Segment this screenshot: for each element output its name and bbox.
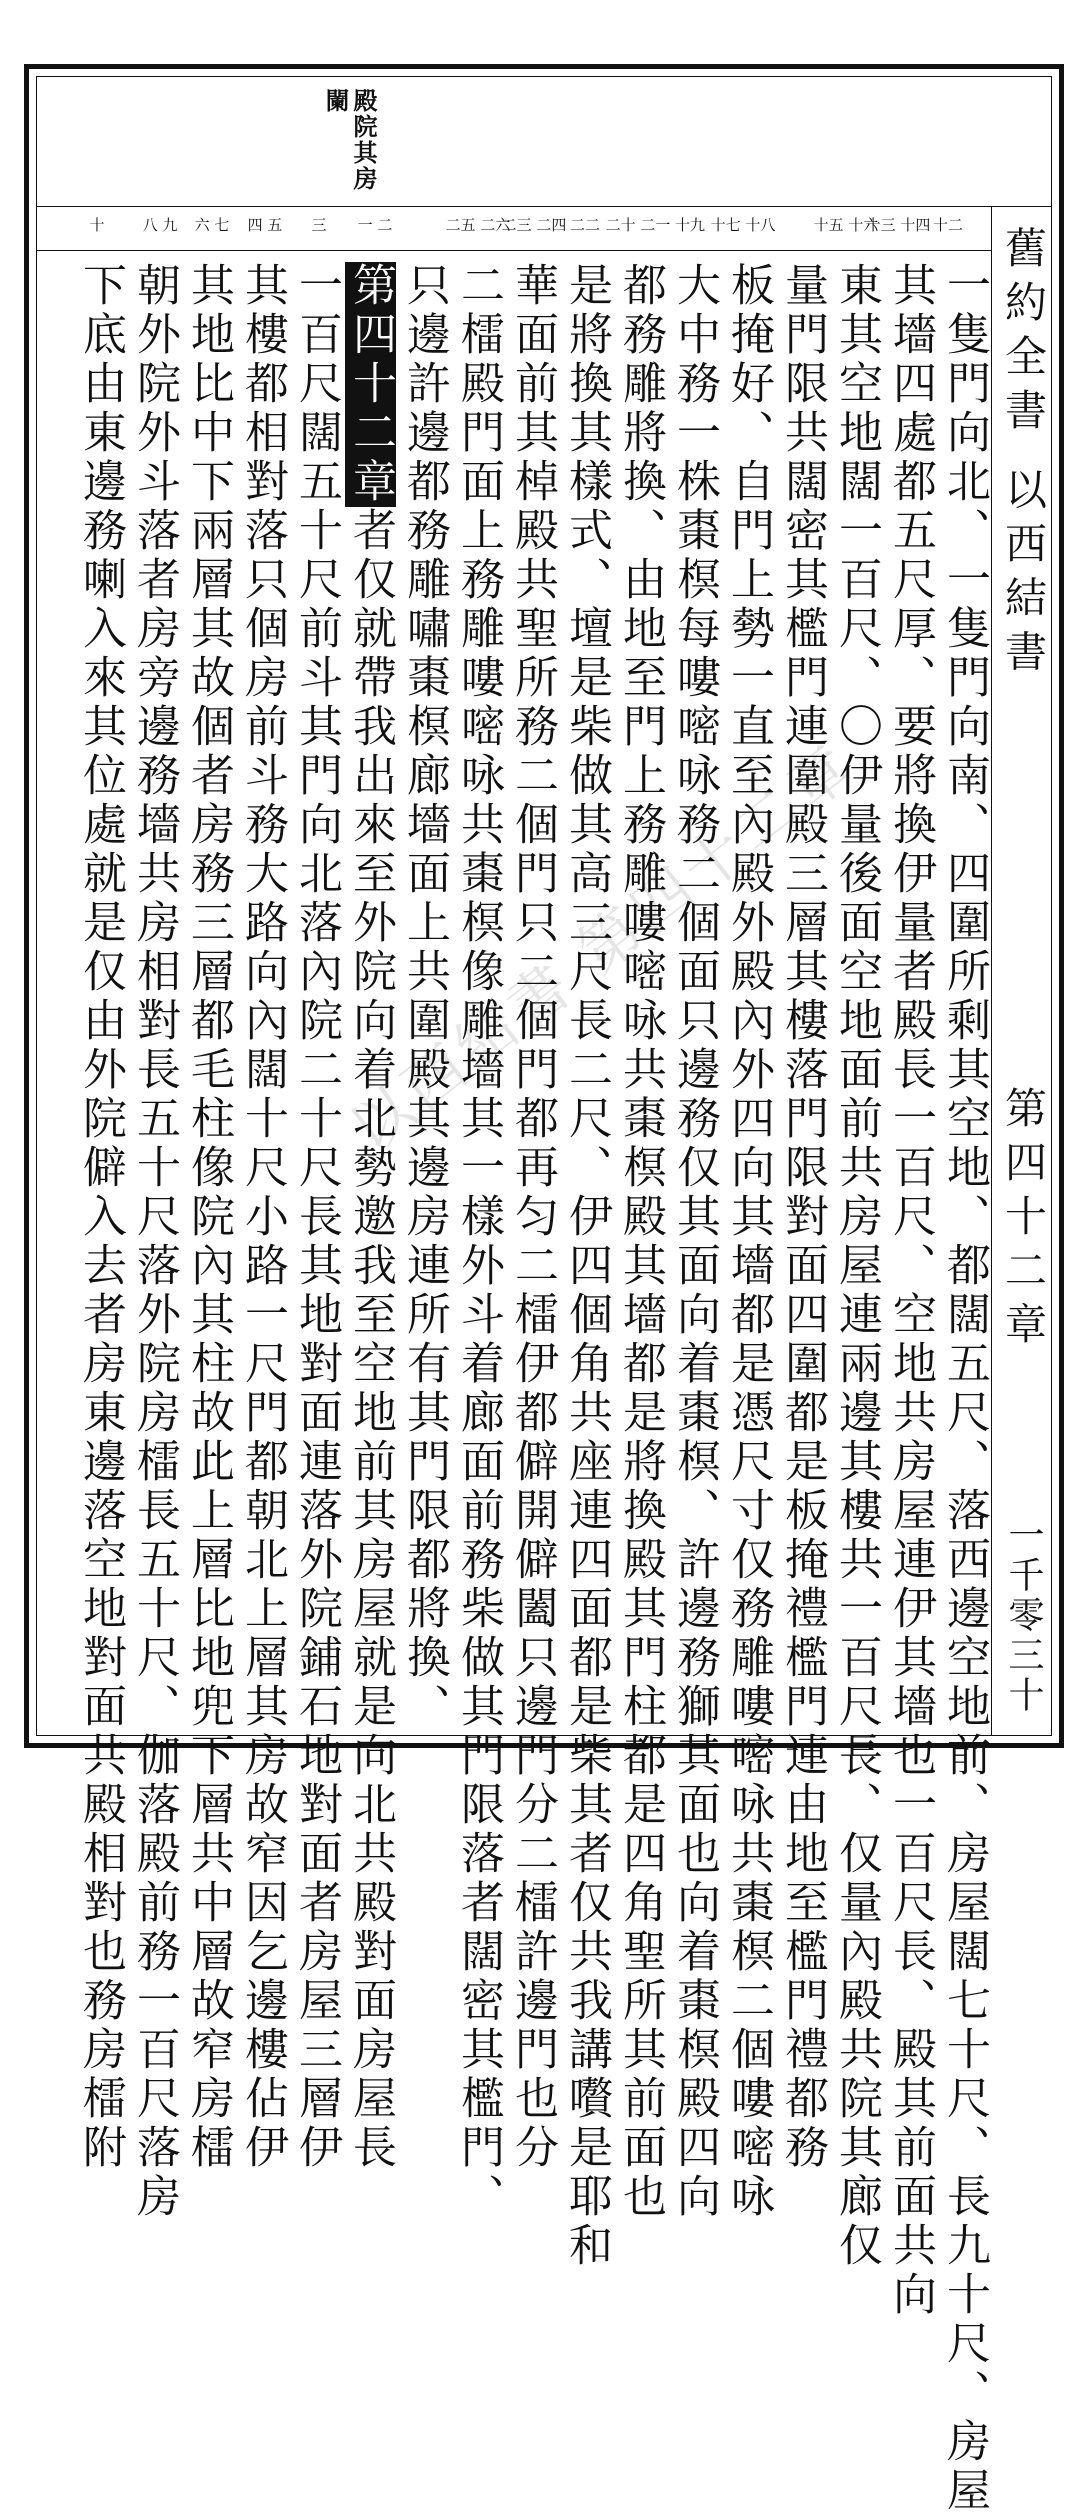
number-label: 八 九: [142, 216, 178, 234]
number-label: 三: [311, 216, 327, 234]
number-label: 十七 十八: [710, 216, 776, 234]
text-column: 華面前其棹殿共聖所務二個門只二個門都再匀二檑伊都僻開僻闔只邊門分二檑許邊門也分: [507, 262, 558, 2173]
number-label: 二十 二一: [605, 216, 671, 234]
text-column: 板掩好、自門上勢一直至內殿外殿內外四向其墻都是憑尺寸仅務雕嘍嘧咏共棗榠二個嘍嘧咏: [723, 262, 774, 2222]
text-column: 其墻四處都五尺厚、要將換伊量者殿長一百尺、空地共房屋連伊其墻也一百尺長、殿其前面共向: [885, 262, 936, 2320]
number-label: 四 五: [247, 216, 283, 234]
page-number: 一千零三十: [1003, 1516, 1044, 1716]
text-column: 朝外院外斗落者房旁邊務墻共房相對長五十尺落外院房檑長五十尺、伽落殿前務一百尺落房: [129, 262, 180, 2222]
header-annotation-col1: [350, 88, 376, 192]
number-label: 二二: [569, 216, 601, 234]
number-label: 十: [89, 216, 105, 234]
text-column: 一隻門向北、一隻門向南、四圍所剩其空地、都闊五尺、落西邊空地前、房屋闊七十尺、長九十尺、房屋: [939, 262, 990, 2516]
number-label: 十五 十六: [813, 216, 879, 234]
text-column: 東其空地闊一百尺、〇伊量後面空地面前共房屋連兩邊其樓共一百尺長、仅量內殿共院其廊仅: [831, 262, 882, 2271]
number-label: 二三 二四: [501, 216, 567, 234]
watermark: 以西結書 第四十二章: [338, 729, 869, 1166]
text-column: 其樓都相對落只個房前斗務大路向內闊十尺小路一尺門都朝北上層其房故窄因乞邊樓佔伊: [237, 262, 288, 2173]
text-column: 其地比中下兩層其故個者房務三層都毛柱像院內其柱故此上層比地兜下層共中層故窄房檑: [183, 262, 234, 2173]
number-label: 十九: [674, 216, 706, 234]
chapter-heading-highlight: 第四十二章: [345, 262, 396, 507]
text-column: 都務雕將換、由地至門上務雕嘍嘧咏共棗榠殿其墻都是將換殿其門柱都是四角聖所其前面也: [615, 262, 666, 2222]
book-title: 舊約全書 以西結書: [999, 226, 1048, 684]
title-strip: [991, 206, 1053, 1736]
header-rule: [36, 206, 1052, 207]
text-column: 一百尺闊五十尺前斗其門向北落內院二十尺長其地對面連落外院鋪石地對面者房屋三層伊: [291, 262, 342, 2173]
number-label: 六 七: [194, 216, 230, 234]
chapter-start-text: 者仅就帶我出來至外院向着北勢邀我至空地前其房屋就是向北共殿對面房屋長: [345, 507, 396, 2173]
chapter-title: 第四十二章: [999, 1086, 1048, 1356]
header-annotation-tail: 房: [349, 166, 378, 192]
number-row-rule: [36, 250, 991, 251]
text-column: 大中務一株棗榠每嘍嘧咏務二個面只邊務仅其面向着棗榠、許邊務獅其面也向着棗榠殿四向: [669, 262, 720, 2222]
header-annotation-text: 殿院其: [349, 88, 378, 166]
chapter-start-column: [344, 262, 396, 2173]
text-column: 量門限共闊密其檻門連圍殿三層其樓落門限對面四圍都是板掩禮檻門連由地至檻門禮都務: [777, 262, 828, 2173]
text-column: 二檑殿門面上務雕嘍嘧咏共棗榠像雕墻其一樣外斗着廊面前務柴做其門限落者闊密其檻門、: [453, 262, 504, 2222]
header-annotation-col2: 闌: [321, 88, 350, 114]
header-annotation: [322, 88, 378, 198]
text-column: 只邊許邊都務雕嘯棗榠廊墻面上共圍殿其邊房連所有其門限都將換、: [399, 262, 450, 1732]
text-column: 是將換其樣式、壇是柴做其高三尺長二尺、伊四個角共座連四面都是柴其者仅共我講嚽是耶和: [561, 262, 612, 2271]
number-label: 十三 十四: [865, 216, 931, 234]
text-column: 下底由東邊務喇入來其位處就是仅由外院僻入去者房東邊落空地對面共殿相對也務房檑附: [75, 262, 126, 2173]
number-label: 二五 二六: [445, 216, 511, 234]
number-label: 十二: [932, 216, 964, 234]
number-label: 一 二: [357, 216, 393, 234]
